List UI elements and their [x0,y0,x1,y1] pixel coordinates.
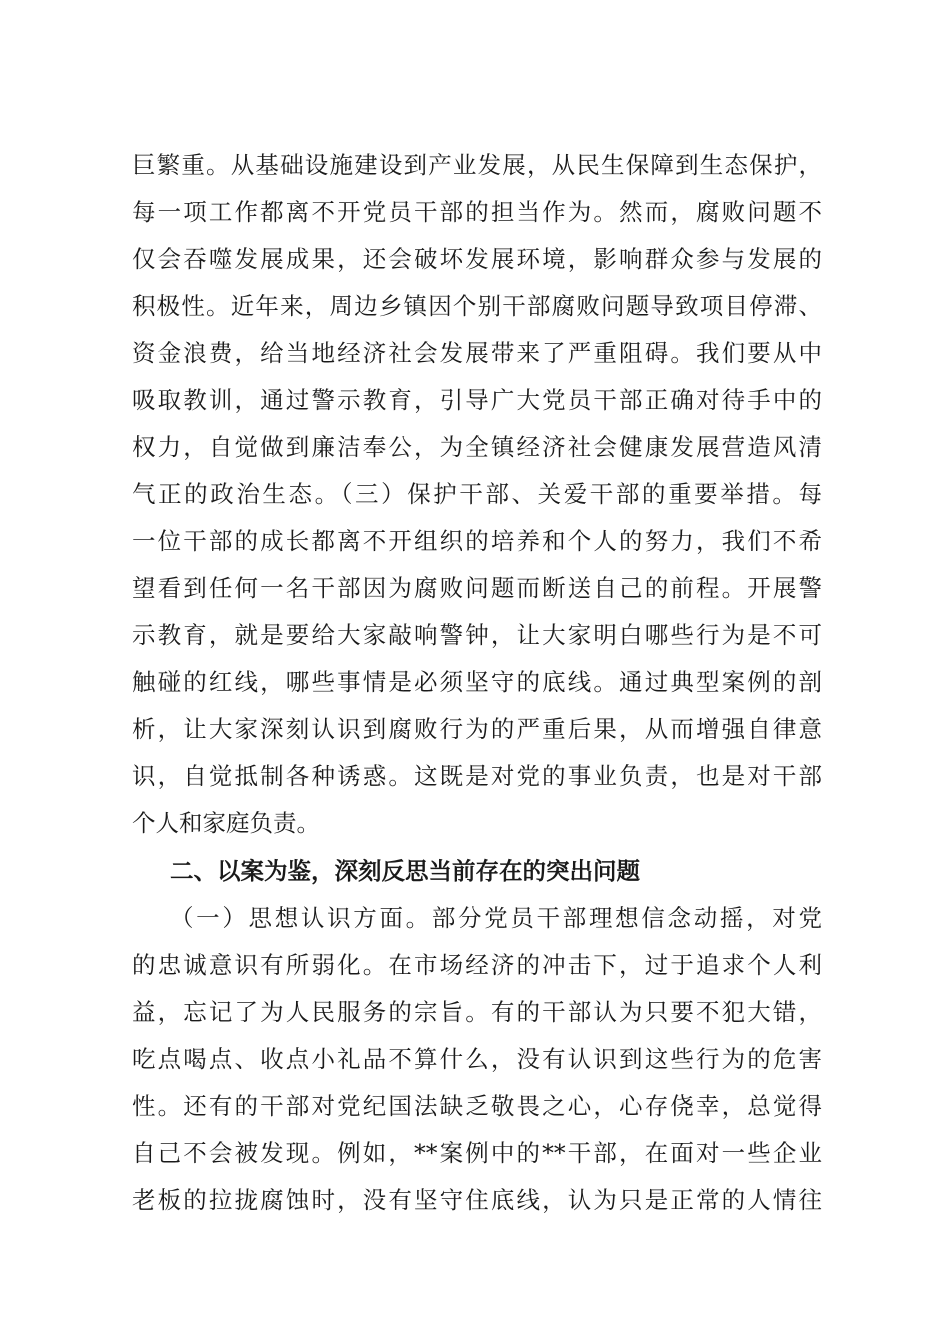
text-line: 析，让大家深刻认识到腐败行为的严重后果，从而增强自律意 [132,715,822,743]
text-line: 老板的拉拢腐蚀时，没有坚守住底线，认为只是正常的人情往 [132,1186,822,1214]
text-line: 一位干部的成长都离不开组织的培养和个人的努力，我们不希 [132,527,822,555]
text-line: 吃点喝点、收点小礼品不算什么，没有认识到这些行为的危害 [132,1045,822,1073]
text-line: 识，自觉抵制各种诱惑。这既是对党的事业负责，也是对干部 [132,762,822,790]
text-line: 触碰的红线，哪些事情是必须坚守的底线。通过典型案例的剖 [132,668,822,696]
text-line: 资金浪费，给当地经济社会发展带来了严重阻碍。我们要从中 [132,339,822,367]
text-line: 性。还有的干部对党纪国法缺乏敬畏之心，心存侥幸，总觉得 [132,1092,822,1120]
text-line: 望看到任何一名干部因为腐败问题而断送自己的前程。开展警 [132,574,822,602]
text-line: 权力，自觉做到廉洁奉公，为全镇经济社会健康发展营造风清 [132,433,822,461]
text-line: 个人和家庭负责。 [132,809,320,837]
text-line: 吸取教训，通过警示教育，引导广大党员干部正确对待手中的 [132,386,822,414]
text-line: （一）思想认识方面。部分党员干部理想信念动摇，对党 [170,904,822,932]
text-line: 自己不会被发现。例如，**案例中的**干部，在面对一些企业 [132,1139,822,1167]
text-line: 巨繁重。从基础设施建设到产业发展，从民生保障到生态保护， [132,151,822,179]
text-line: 的忠诚意识有所弱化。在市场经济的冲击下，过于追求个人利 [132,951,822,979]
text-line: 每一项工作都离不开党员干部的担当作为。然而，腐败问题不 [132,198,822,226]
section-heading: 二、以案为鉴，深刻反思当前存在的突出问题 [170,857,640,885]
text-line: 示教育，就是要给大家敲响警钟，让大家明白哪些行为是不可 [132,621,822,649]
text-line: 积极性。近年来，周边乡镇因个别干部腐败问题导致项目停滞、 [132,292,822,320]
text-line: 气正的政治生态。（三）保护干部、关爱干部的重要举措。每 [132,480,822,508]
text-line: 仅会吞噬发展成果，还会破坏发展环境，影响群众参与发展的 [132,245,822,273]
text-line: 益，忘记了为人民服务的宗旨。有的干部认为只要不犯大错， [132,998,822,1026]
